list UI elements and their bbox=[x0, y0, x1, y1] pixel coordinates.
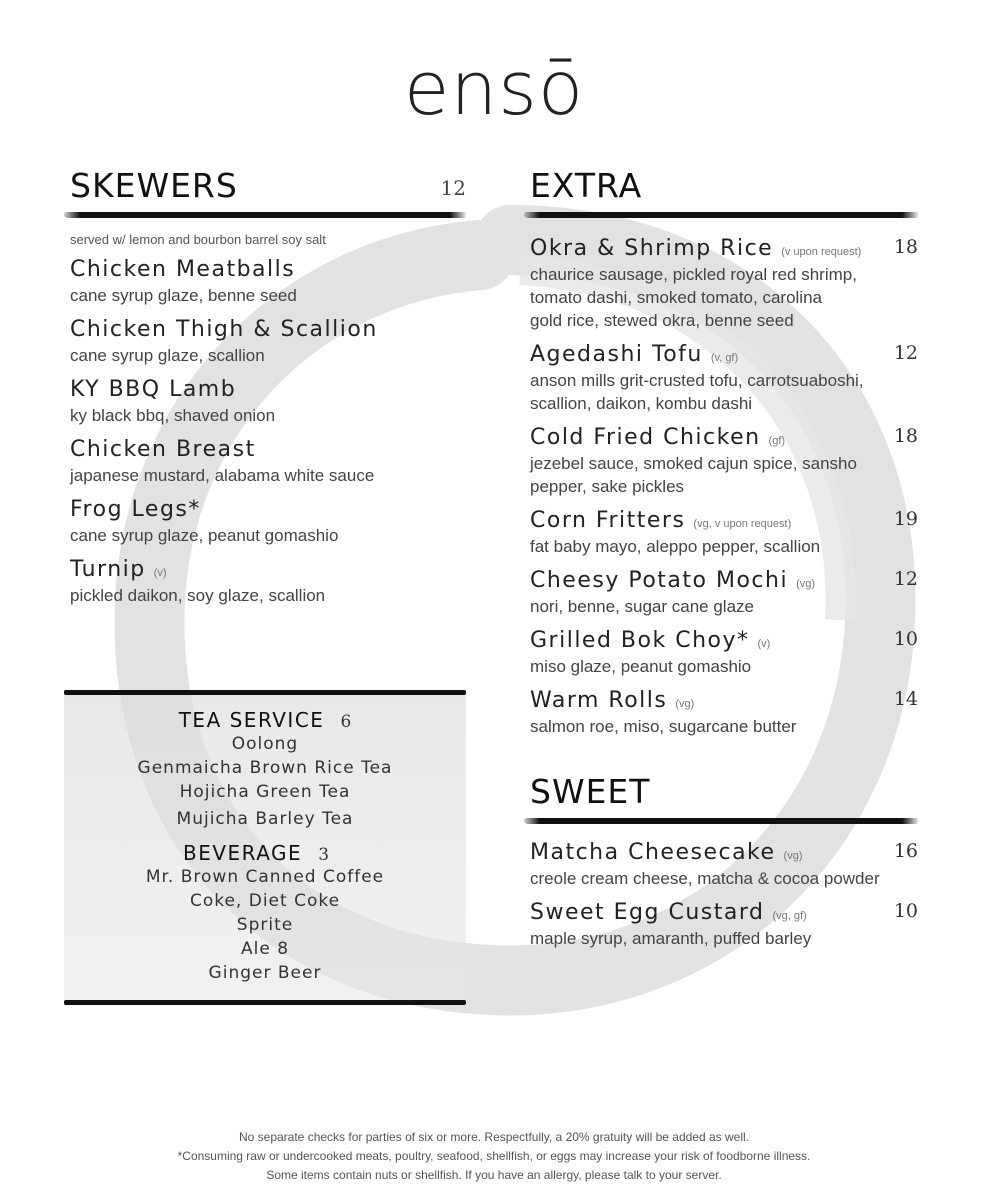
footer-consumption-warning: *Consuming raw or undercooked meats, poultry, seafood, shellfish, or eggs may increase your risk of foodborne illness. bbox=[177, 1149, 811, 1163]
item-name: Cold Fried Chicken bbox=[530, 425, 761, 450]
item-name: Chicken Thigh & Scallion bbox=[70, 317, 378, 342]
tea-service-title: TEA SERVICE bbox=[178, 708, 325, 732]
item-price: 10 bbox=[893, 900, 918, 922]
item-dietary-tag: (v) bbox=[153, 567, 167, 579]
item-dietary-tag: (gf) bbox=[768, 435, 786, 447]
item-description: cane syrup glaze, scallion bbox=[70, 346, 265, 365]
item-name: Agedashi Tofu bbox=[530, 342, 703, 367]
item-dietary-tag: (v, gf) bbox=[710, 352, 739, 364]
menu-item bbox=[530, 900, 918, 950]
skewers-section bbox=[70, 166, 466, 607]
sweet-title: SWEET bbox=[530, 772, 651, 811]
restaurant-logo: ensō bbox=[403, 46, 585, 132]
item-dietary-tag: (vg) bbox=[796, 578, 816, 590]
beverage-item: Coke, Diet Coke bbox=[189, 891, 341, 911]
item-price: 14 bbox=[893, 688, 918, 710]
beverage-title: BEVERAGE bbox=[182, 841, 303, 865]
item-name: Corn Fritters bbox=[530, 508, 686, 533]
extra-header bbox=[530, 166, 918, 212]
item-price: 12 bbox=[893, 342, 918, 364]
footer-gratuity-note: No separate checks for parties of six or more. Respectfully, a 20% gratuity will be added as well. bbox=[238, 1130, 749, 1144]
beverage-panel-bottom-divider bbox=[64, 1000, 466, 1005]
footer-notes bbox=[0, 1128, 988, 1185]
item-description: creole cream cheese, matcha & cocoa powder bbox=[530, 869, 880, 888]
extra-section bbox=[530, 166, 918, 738]
beverage-item: Ale 8 bbox=[240, 939, 290, 959]
item-price: 16 bbox=[893, 840, 918, 862]
menu-item bbox=[530, 628, 918, 678]
menu-item bbox=[530, 568, 918, 618]
menu-item bbox=[70, 497, 466, 547]
item-dietary-tag: (vg) bbox=[783, 850, 803, 862]
tea-item: Hojicha Green Tea bbox=[179, 782, 351, 802]
sweet-header bbox=[530, 772, 918, 818]
beverage-price: 3 bbox=[318, 845, 330, 865]
sweet-divider bbox=[524, 818, 918, 824]
skewers-price: 12 bbox=[440, 176, 466, 200]
menu-item bbox=[70, 317, 466, 367]
item-description: chaurice sausage, pickled royal red shrimp, tomato dashi, smoked tomato, carolina gold rice, stewed okra, benne seed bbox=[530, 265, 857, 330]
tea-service-header bbox=[64, 708, 466, 732]
item-description: maple syrup, amaranth, puffed barley bbox=[530, 929, 812, 948]
menu-item bbox=[530, 425, 918, 498]
extra-title: EXTRA bbox=[530, 166, 643, 205]
item-name: Chicken Meatballs bbox=[70, 257, 296, 282]
menu-item bbox=[530, 342, 918, 415]
item-description: cane syrup glaze, benne seed bbox=[70, 286, 297, 305]
item-description: fat baby mayo, aleppo pepper, scallion bbox=[530, 537, 821, 556]
skewers-note: served w/ lemon and bourbon barrel soy salt bbox=[70, 232, 326, 247]
tea-service-price: 6 bbox=[340, 712, 352, 732]
item-name: Matcha Cheesecake bbox=[530, 840, 776, 865]
beverage-item: Mr. Brown Canned Coffee bbox=[145, 867, 385, 887]
beverage-panel bbox=[64, 708, 466, 985]
beverage-header bbox=[46, 841, 466, 865]
beverage-item: Ginger Beer bbox=[208, 963, 322, 983]
item-price: 10 bbox=[893, 628, 918, 650]
item-price: 12 bbox=[893, 568, 918, 590]
item-dietary-tag: (v) bbox=[757, 638, 771, 650]
item-name: Okra & Shrimp Rice bbox=[530, 236, 774, 261]
menu-item bbox=[530, 840, 918, 890]
extra-divider bbox=[524, 212, 918, 218]
item-dietary-tag: (vg, v upon request) bbox=[693, 518, 792, 530]
beverage-panel-top-divider bbox=[64, 690, 466, 695]
item-price: 19 bbox=[893, 508, 918, 530]
menu-item bbox=[70, 377, 466, 427]
item-price: 18 bbox=[893, 236, 918, 258]
tea-item: Mujicha Barley Tea bbox=[176, 809, 354, 829]
menu-item bbox=[530, 508, 918, 558]
item-name: Warm Rolls bbox=[530, 688, 668, 713]
menu-item bbox=[70, 437, 466, 487]
item-description: jezebel sauce, smoked cajun spice, sansho pepper, sake pickles bbox=[530, 454, 857, 496]
item-name: Turnip bbox=[70, 557, 146, 582]
item-name: Sweet Egg Custard bbox=[530, 900, 765, 925]
menu-item bbox=[70, 557, 466, 607]
skewers-header bbox=[70, 166, 466, 212]
item-name: Chicken Breast bbox=[70, 437, 256, 462]
item-description: cane syrup glaze, peanut gomashio bbox=[70, 526, 339, 545]
item-description: anson mills grit-crusted tofu, carrotsuaboshi, scallion, daikon, kombu dashi bbox=[530, 371, 864, 413]
sweet-section bbox=[530, 772, 918, 950]
item-name: Frog Legs* bbox=[70, 497, 201, 522]
item-price: 18 bbox=[893, 425, 918, 447]
menu-item bbox=[70, 257, 466, 307]
item-description: nori, benne, sugar cane glaze bbox=[530, 597, 754, 616]
item-name: Cheesy Potato Mochi bbox=[530, 568, 789, 593]
tea-item: Genmaicha Brown Rice Tea bbox=[137, 758, 393, 778]
item-description: pickled daikon, soy glaze, scallion bbox=[70, 586, 326, 605]
menu-item bbox=[530, 688, 918, 738]
item-description: ky black bbq, shaved onion bbox=[70, 406, 276, 425]
item-name: KY BBQ Lamb bbox=[70, 377, 237, 402]
beverage-item: Sprite bbox=[236, 915, 294, 935]
skewers-divider bbox=[64, 212, 466, 218]
item-description: miso glaze, peanut gomashio bbox=[530, 657, 752, 676]
item-description: salmon roe, miso, sugarcane butter bbox=[530, 717, 797, 736]
menu-item bbox=[530, 236, 918, 332]
item-dietary-tag: (vg, gf) bbox=[772, 910, 807, 922]
item-name: Grilled Bok Choy* bbox=[530, 628, 750, 653]
item-dietary-tag: (vg) bbox=[675, 698, 695, 710]
item-description: japanese mustard, alabama white sauce bbox=[70, 466, 375, 485]
footer-allergy-note: Some items contain nuts or shellfish. If you have an allergy, please talk to your server. bbox=[266, 1168, 722, 1182]
tea-item: Oolong bbox=[231, 734, 299, 754]
item-dietary-tag: (v upon request) bbox=[781, 246, 862, 258]
skewers-title: SKEWERS bbox=[70, 166, 238, 205]
